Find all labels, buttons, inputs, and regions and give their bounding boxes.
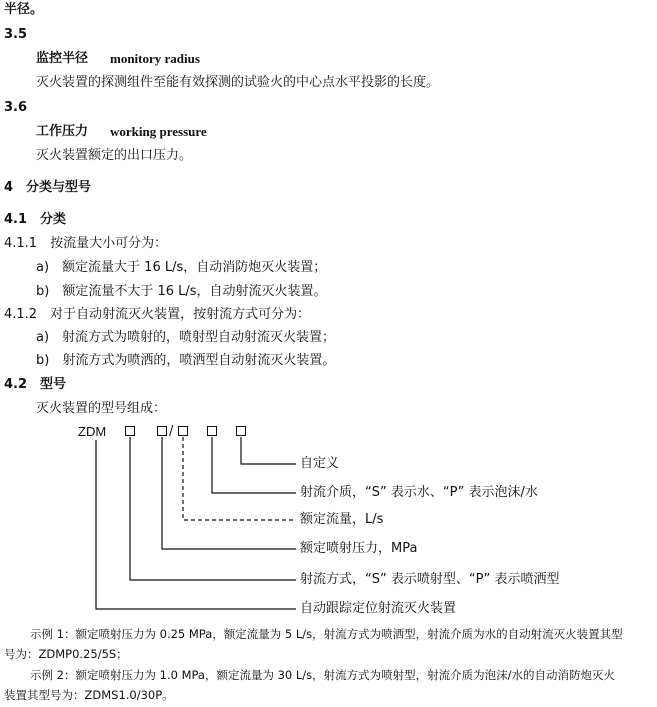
- section-number: 3.6: [4, 100, 28, 115]
- clause-line: 4.1.2 对于自动射流灭火装置，按射流方式可分为：: [4, 307, 311, 322]
- section-number: 3.5: [4, 27, 28, 42]
- diagram-label: 自定义: [300, 456, 340, 471]
- section-heading: 4 分类与型号: [4, 180, 92, 195]
- clause-line: 4.1.1 按流量大小可分为：: [4, 236, 168, 251]
- term-definition: 灭火装置的探测组件至能有效探测的试验火的中心点水平投影的长度。: [36, 75, 440, 90]
- diagram-label: 额定流量，L/s: [300, 512, 384, 527]
- example-text: 示例 1：额定喷射压力为 0.25 MPa，额定流量为 5 L/s，射流方式为喷洒型，射流介质为水的自动射流灭火装置其型: [30, 627, 623, 641]
- section-heading: 4.2 型号: [4, 377, 67, 392]
- term-english: monitory radius: [110, 51, 200, 66]
- connector-line: [241, 437, 296, 464]
- model-prefix: ZDM: [78, 424, 107, 439]
- term-definition: 灭火装置额定的出口压力。: [36, 148, 193, 163]
- example-text: 示例 2：额定喷射压力为 1.0 MPa，额定流量为 30 L/s，射流方式为喷射型，射流介质为泡沫/水的自动消防炮灭火: [30, 668, 616, 682]
- term-title: 监控半径: [36, 51, 89, 66]
- diagram-label: 额定喷射压力，MPa: [300, 541, 418, 556]
- connector-line: [183, 437, 296, 520]
- example-text: 号为：ZDMP0.25/5S；: [4, 647, 128, 661]
- slash-separator: /: [169, 424, 174, 439]
- list-item: a) 射流方式为喷射的，喷射型自动射流灭火装置；: [36, 330, 336, 345]
- diagram-label: 射流方式，“S” 表示喷射型、“P” 表示喷洒型: [300, 572, 560, 587]
- connector-line: [212, 437, 296, 493]
- example-text: 装置其型号为：ZDMS1.0/30P。: [4, 688, 174, 702]
- text-line: 灭火装置的型号组成：: [36, 401, 167, 416]
- term-english: working pressure: [110, 124, 207, 139]
- list-item: b) 额定流量不大于 16 L/s，自动射流灭火装置。: [36, 284, 327, 299]
- text-line: 半径。: [4, 2, 44, 17]
- diagram-label: 自动跟踪定位射流灭火装置: [300, 601, 457, 616]
- list-item: b) 射流方式为喷洒的，喷洒型自动射流灭火装置。: [36, 353, 336, 368]
- list-item: a) 额定流量大于 16 L/s，自动消防炮灭火装置；: [36, 260, 327, 275]
- diagram-label: 射流介质，“S” 表示水、“P” 表示泡沫/水: [300, 485, 538, 500]
- term-title: 工作压力: [36, 124, 89, 139]
- section-heading: 4.1 分类: [4, 212, 67, 227]
- connector-line: [96, 440, 296, 609]
- connector-line: [130, 437, 296, 580]
